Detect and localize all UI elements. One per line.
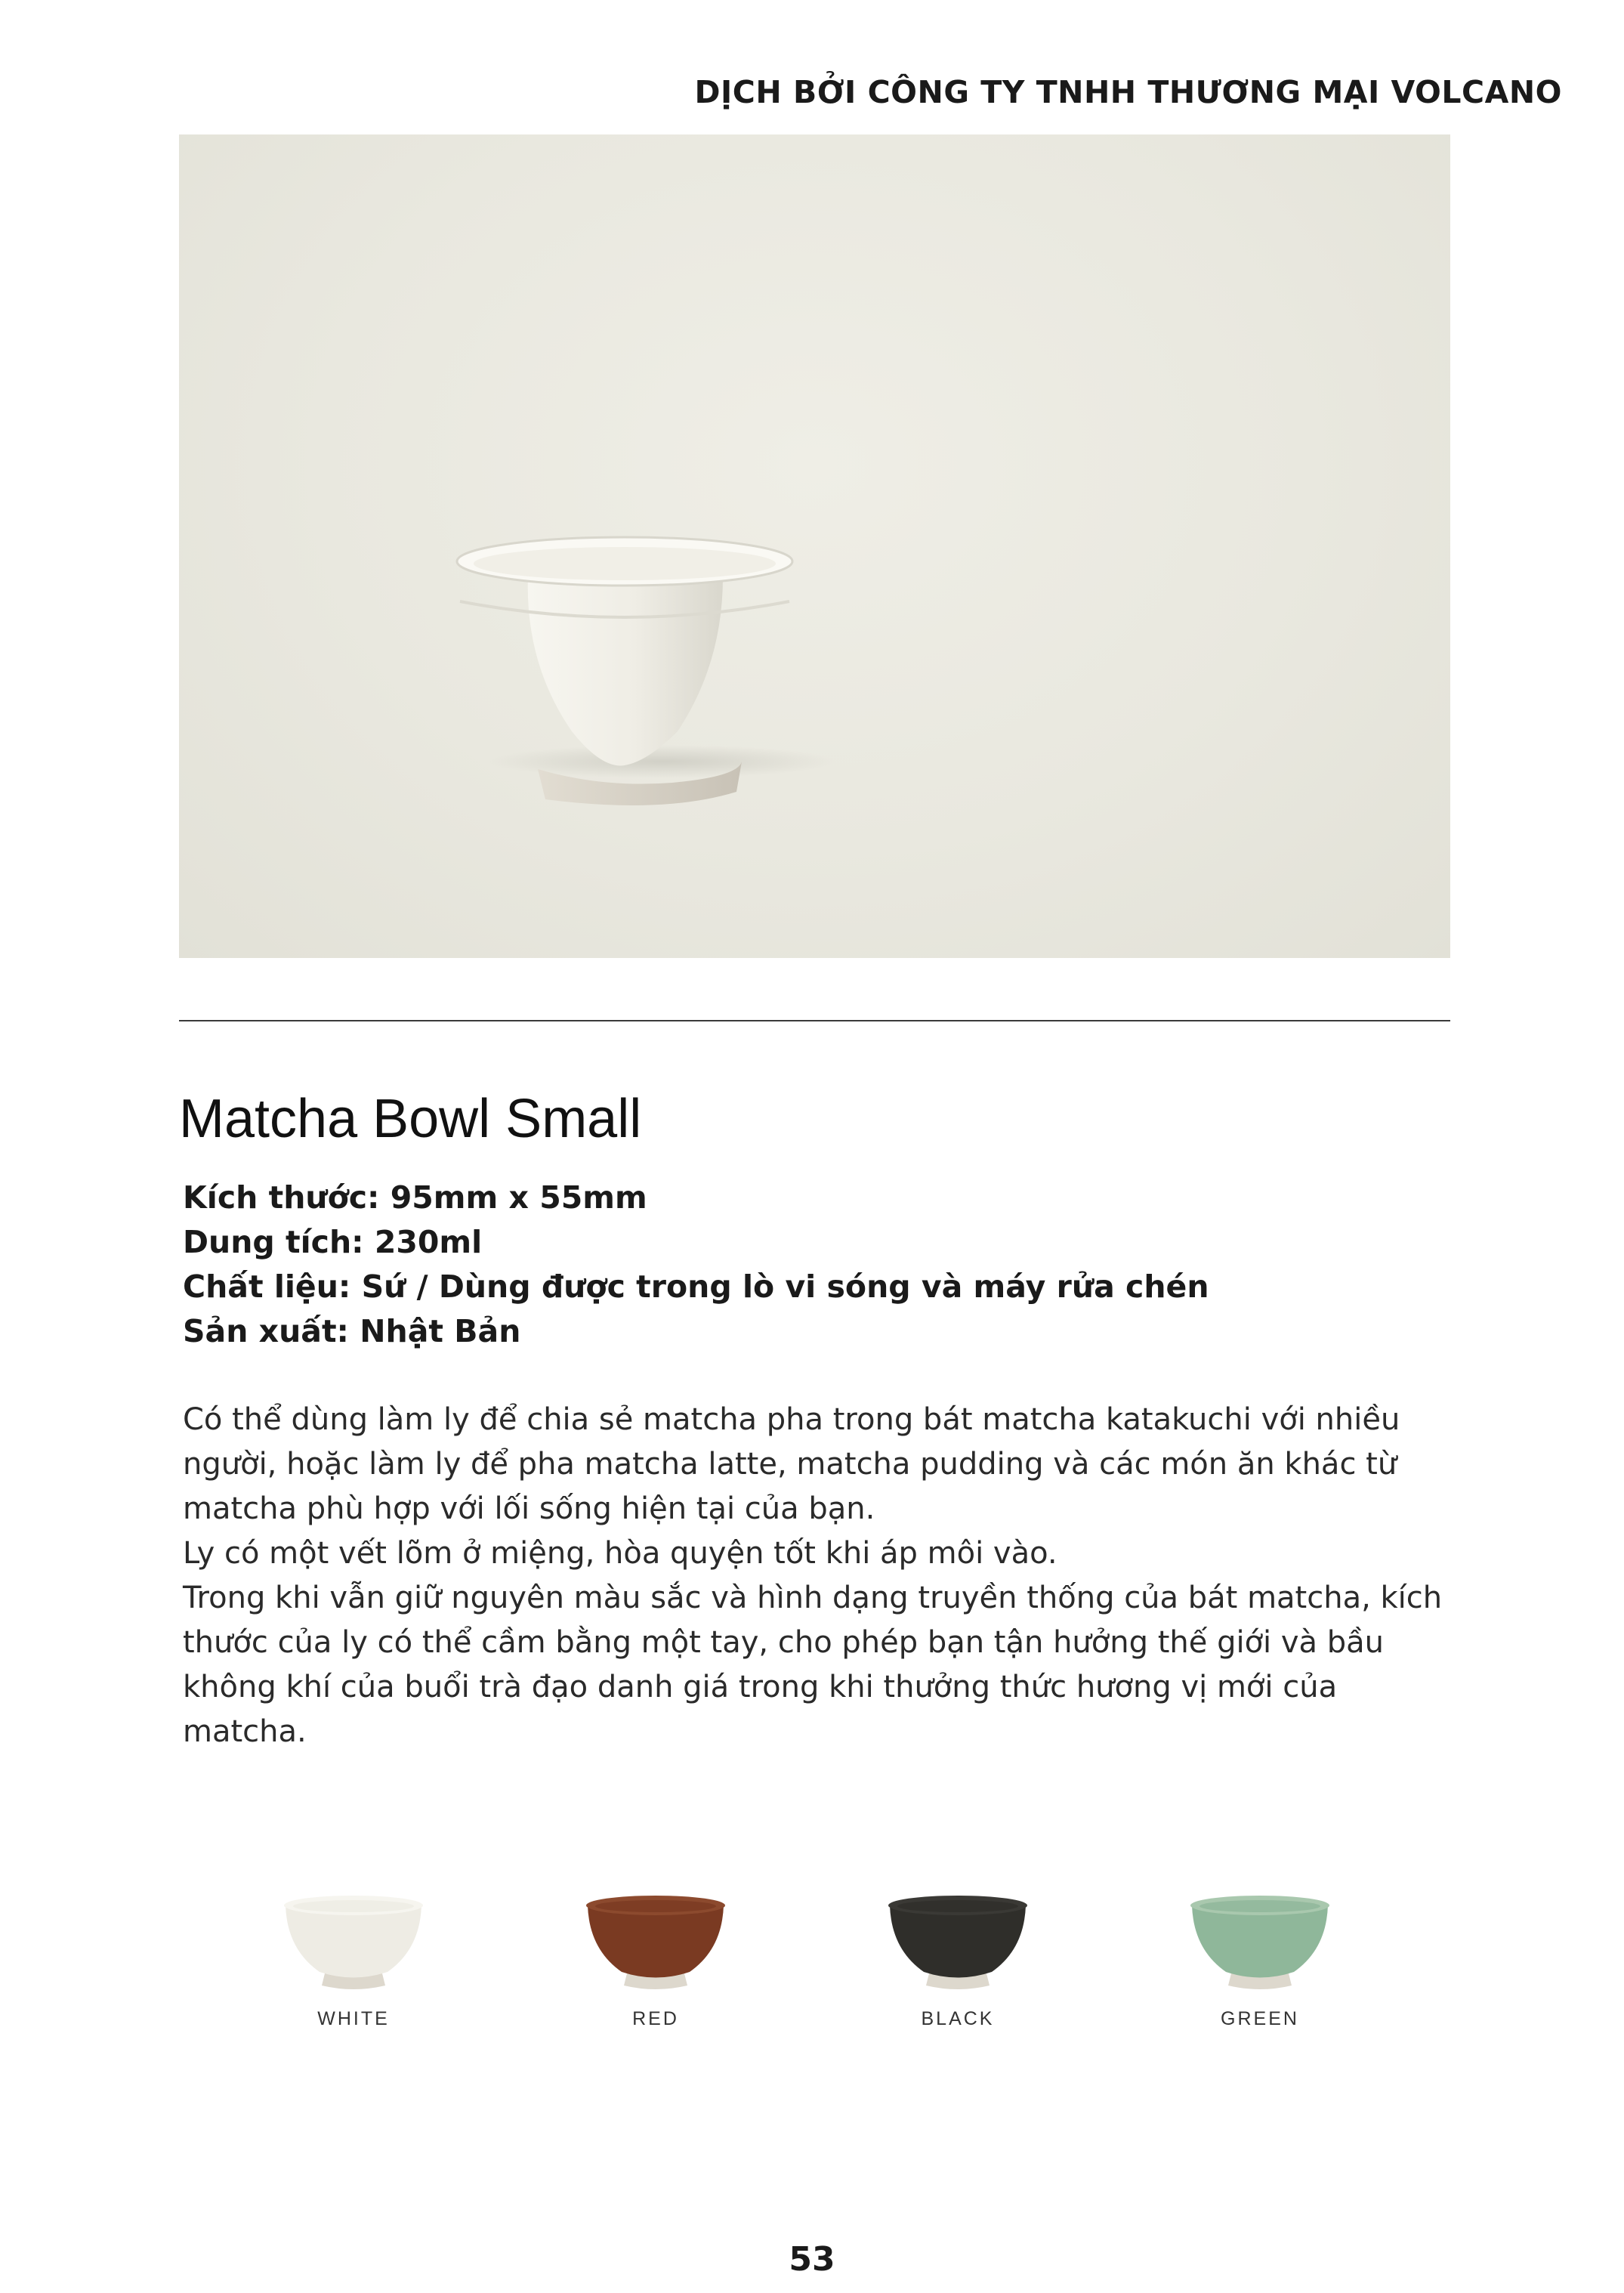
section-divider: [179, 1020, 1450, 1021]
bowl-icon: [580, 1889, 731, 1995]
description-paragraph: Trong khi vẫn giữ nguyên màu sắc và hình dạng truyền thống của bát matcha, kích thước của ly có thể cầm bằng một tay, cho phép bạn tận hưởng thế giới và bầu không khí của buổi trà đạo danh giá trong khi thưởng thức hương vị mới của matcha.: [183, 1581, 1443, 1749]
description-paragraph: Ly có một vết lõm ở miệng, hòa quyện tốt khi áp môi vào.: [183, 1536, 1057, 1571]
color-options: [0, 1889, 1624, 2055]
color-swatch-black[interactable]: [875, 1889, 1041, 2030]
bowl-icon: [1184, 1889, 1335, 1995]
product-photo: [179, 134, 1450, 958]
spec-origin: Sản xuất: Nhật Bản: [183, 1313, 521, 1349]
spec-material: Chất liệu: Sứ / Dùng được trong lò vi sóng và máy rửa chén: [183, 1269, 1209, 1305]
color-label: GREEN: [1221, 2008, 1299, 2029]
bowl-icon: [278, 1889, 429, 1995]
page-number: 53: [789, 2240, 835, 2279]
product-specs: [183, 1176, 1209, 1354]
color-label: WHITE: [317, 2008, 390, 2029]
color-label: BLACK: [921, 2008, 995, 2029]
color-swatch-white[interactable]: [270, 1889, 437, 2030]
white-bowl-illustration: [179, 134, 1450, 958]
product-description: [183, 1398, 1459, 1754]
color-swatch-green[interactable]: [1177, 1889, 1343, 2030]
color-label: RED: [632, 2008, 679, 2029]
spec-size: Kích thước: 95mm x 55mm: [183, 1179, 647, 1216]
publisher-header: DỊCH BỞI CÔNG TY TNHH THƯƠNG MẠI VOLCANO: [694, 74, 1562, 110]
product-title: Matcha Bowl Small: [179, 1089, 642, 1149]
spec-capacity: Dung tích: 230ml: [183, 1224, 483, 1260]
description-paragraph: Có thể dùng làm ly để chia sẻ matcha pha trong bát matcha katakuchi với nhiều người, hoặc làm ly để pha matcha latte, matcha pudding và các món ăn khác từ matcha phù hợp với lối sống hiện tại của bạn.: [183, 1402, 1400, 1526]
color-swatch-red[interactable]: [573, 1889, 739, 2030]
bowl-icon: [882, 1889, 1033, 1995]
